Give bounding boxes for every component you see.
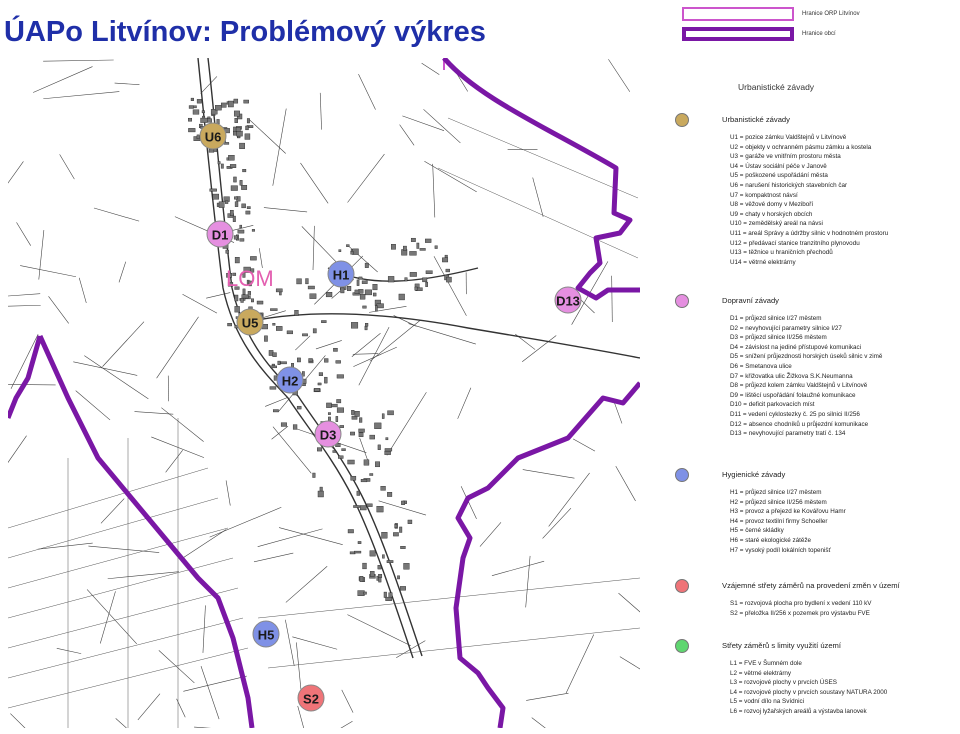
legend-item: D8 = průjezd kolem zámku Valdštejnů v Litvínově <box>730 382 868 390</box>
legend-item: L3 = rozvojové plochy v prvcích ÚSES <box>730 679 837 687</box>
legend-item: S2 = přeložka II/256 x pozemek pro výstavbu FVE <box>730 609 870 617</box>
legend-item: U5 = poškozené uspořádání města <box>730 172 828 180</box>
legend-item: U11 = areál Správy a údržby silnic v hodnotném prostoru <box>730 229 889 237</box>
legend-item: L2 = větrné elektrárny <box>730 669 792 677</box>
legend-item: H6 = staré ekologické zátěže <box>730 536 812 544</box>
legend-item: D11 = vedení cyklostezky č. 25 po silnici II/256 <box>730 410 860 418</box>
legend-item: H2 = průjezd silnice II/256 městem <box>730 498 827 506</box>
legend-item: U2 = objekty v ochranném pásmu zámku a kostela <box>730 143 872 151</box>
conflict-swatch <box>675 579 689 593</box>
legend-section-title: Dopravní závady <box>722 296 779 305</box>
marker-label: U6 <box>204 129 222 145</box>
legend-section-title: Urbanistické závady <box>722 115 790 124</box>
boundary-obec-swatch <box>682 27 794 41</box>
legend-item: D2 = nevyhovující parametry silnice I/27 <box>730 324 842 332</box>
map-view[interactable] <box>8 58 640 728</box>
legend-section-title: Střety záměrů s limity využití území <box>722 641 841 650</box>
legend-item: U6 = narušení historických stavebních čar <box>730 181 848 189</box>
legend-item: D3 = průjezd silnice II/256 městem <box>730 334 827 342</box>
legend-item: U9 = chaty v horských obcích <box>730 210 813 218</box>
legend-item: D7 = křižovatka ulic Žižkova S.K.Neumanna <box>730 372 853 380</box>
legend-item: L1 = FVE v Šumném dole <box>730 660 802 667</box>
marker-label: H1 <box>332 267 350 283</box>
legend-item: D10 = deficit parkovacích míst <box>730 401 815 409</box>
legend-item: L4 = rozvojové plochy v prvcích soustavy NATURA 2000 <box>730 688 888 696</box>
legend-item: U14 = větrné elektrárny <box>730 258 796 266</box>
marker-label: H2 <box>281 373 299 389</box>
legend-item: D9 = lištěcí uspořádání folaužné komunikace <box>730 391 856 399</box>
legend-heading: Urbanistické závady <box>738 82 815 92</box>
urban-swatch <box>675 113 689 127</box>
legend-item: U7 = kompaktnost návsí <box>730 191 798 199</box>
legend-item: D5 = snížení průjezdnosti horských úseků silnic v zimě <box>730 353 883 361</box>
legend-item: L5 = vodní dílo na Svídnici <box>730 698 805 706</box>
legend-item: D4 = závislost na jediné přístupové komunikaci <box>730 343 862 351</box>
marker-h1[interactable] <box>328 261 354 287</box>
legend-item: U4 = Ústav sociální péče v Janově <box>730 162 827 170</box>
legend-item: D1 = průjezd silnice I/27 městem <box>730 315 822 322</box>
marker-d3[interactable] <box>315 421 341 447</box>
marker-d13[interactable] <box>555 287 581 313</box>
boundary-orp-swatch <box>682 7 794 21</box>
legend-item: S1 = rozvojová plocha pro bydlení x vedení 110 kV <box>730 600 872 607</box>
marker-h5[interactable] <box>253 621 279 647</box>
legend-item: U8 = věžové domy v Meziboří <box>730 201 814 209</box>
limits-swatch <box>675 639 689 653</box>
legend-item: D12 = absence chodníků u průjezdní komunikace <box>730 420 869 428</box>
legend-section-title: Vzájemné střety záměrů na provedení změn v území <box>722 581 900 590</box>
marker-u6[interactable] <box>200 123 226 149</box>
marker-h2[interactable] <box>277 367 303 393</box>
legend-item: U10 = zemědělský areál na návsi <box>730 220 823 228</box>
town-label-lom: LOM <box>226 266 274 291</box>
marker-s2[interactable] <box>298 685 324 711</box>
boundary-orp-label: Hranice ORP Litvínov <box>802 11 860 17</box>
legend-item: H4 = provoz textilní firmy Schoeller <box>730 517 828 525</box>
legend-items <box>730 599 871 618</box>
marker-label: D3 <box>319 427 337 443</box>
page-title: ÚAPo Litvínov: Problémový výkres <box>4 16 486 48</box>
marker-u5[interactable] <box>237 309 263 335</box>
legend-panel <box>660 0 960 734</box>
legend-items <box>730 488 846 555</box>
marker-label: H5 <box>257 627 275 643</box>
legend-items <box>730 133 888 267</box>
marker-label: U5 <box>241 315 259 331</box>
legend-item: U13 = těžnice u hraničních přechodů <box>730 249 833 257</box>
legend-item: L6 = rozvoj lyžařských areálů a výstavba lanovek <box>730 707 867 715</box>
legend-item: D6 = Smetanova ulice <box>730 362 792 370</box>
legend-item: H7 = vysoký podíl lokálních topenišť <box>730 546 831 554</box>
marker-label: S2 <box>303 691 319 707</box>
legend-item: U3 = garáže ve vnitřním prostoru města <box>730 153 841 161</box>
legend-item: D13 = nevyhovující parametry tratí č. 134 <box>730 430 846 438</box>
hygiene-swatch <box>675 468 689 482</box>
transport-swatch <box>675 294 689 308</box>
legend-items <box>730 314 882 439</box>
legend-item: H5 = černé skládky <box>730 527 784 535</box>
marker-d1[interactable] <box>207 221 233 247</box>
legend-item: U1 = pozice zámku Valdštejnů v Litvínově <box>730 134 847 141</box>
marker-label: D13 <box>556 293 580 309</box>
legend-item: U12 = předávací stanice tranzitního plynovodu <box>730 239 860 247</box>
marker-label: D1 <box>211 227 229 243</box>
legend-item: H3 = provoz a přejezd ke Kovářovu Hamr <box>730 508 846 516</box>
legend-section-title: Hygienické závady <box>722 470 786 479</box>
legend-item: H1 = průjezd silnice I/27 městem <box>730 489 822 496</box>
legend-items <box>730 659 887 717</box>
boundary-obec-label: Hranice obcí <box>802 31 836 37</box>
